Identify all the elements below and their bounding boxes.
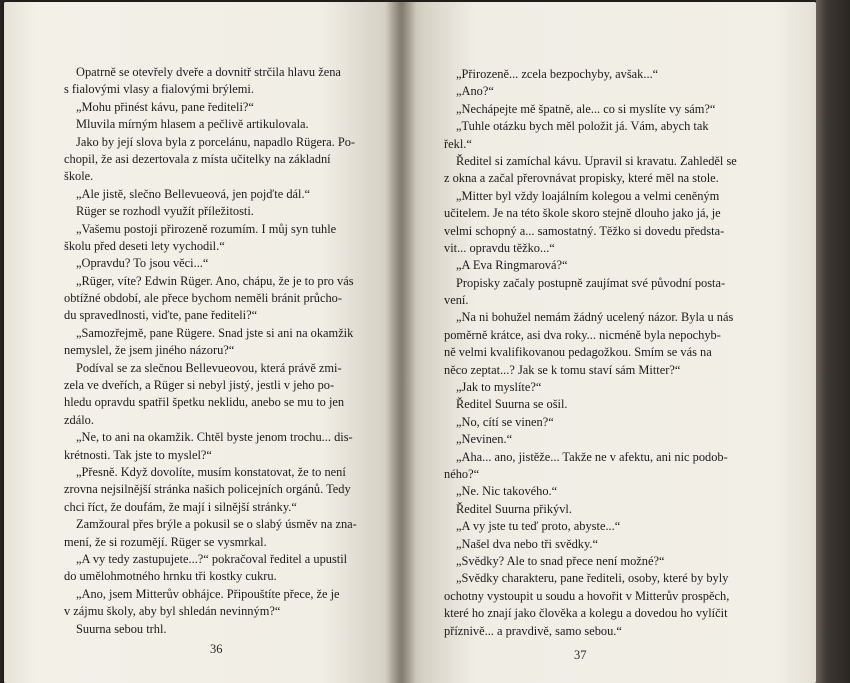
left-page-line: zdálo. bbox=[64, 412, 94, 427]
right-page-line: Ředitel Suurna přikývl. bbox=[456, 501, 572, 516]
left-page-text bbox=[64, 64, 372, 638]
page-number-left: 36 bbox=[210, 642, 223, 656]
left-page-line: zrovna nejsilnější stránka našich policejních orgánů. Tedy bbox=[64, 482, 351, 497]
left-page-line: krétnosti. Tak jste to myslel?“ bbox=[64, 447, 212, 462]
left-page-line: hledu opravdu spatřil špetku neklidu, anebo se mu to jen bbox=[64, 395, 345, 410]
book-spread bbox=[4, 2, 816, 683]
left-page-line: chopil, že asi dezertovala z místa učitelky na základní bbox=[64, 151, 331, 166]
left-page-line: „Ne, to ani na okamžik. Chtěl byste jenom trochu... dis- bbox=[76, 430, 353, 445]
right-page-line: „No, cítí se vinen?“ bbox=[456, 414, 554, 429]
right-page-line: učitelem. Je na této škole skoro stejně dlouho jako já, je bbox=[444, 206, 721, 221]
book-gutter bbox=[386, 2, 416, 683]
right-page-line: ochotny vystoupit u soudu a hovořit v Mitterův prospěch, bbox=[444, 588, 730, 603]
left-page-line: du spravedlnosti, viďte, pane řediteli?“ bbox=[64, 308, 258, 323]
left-page-line: „A vy tedy zastupujete...?“ pokračoval ředitel a upustil bbox=[76, 551, 348, 566]
left-page-line: „Samozřejmě, pane Rügere. Snad jste si ani na okamžik bbox=[76, 325, 354, 340]
right-page-line: řekl.“ bbox=[444, 136, 472, 151]
right-page-line: ného?“ bbox=[444, 466, 480, 481]
left-page-line: Podíval se za slečnou Bellevueovou, která právě zmi- bbox=[76, 360, 342, 375]
left-page-line: v zájmu školy, aby byl shledán nevinným?“ bbox=[64, 604, 281, 619]
right-page-line: „Přirozeně... zcela bezpochyby, avšak...“ bbox=[456, 67, 659, 81]
left-page-line: chci říct, že doufám, že mají i silnější stránky.“ bbox=[64, 499, 297, 514]
left-page-line: Rüger se rozhodl využít příležitosti. bbox=[76, 204, 254, 219]
left-page-line: „Přesně. Když dovolíte, musím konstatovat, že to není bbox=[76, 464, 346, 479]
right-page-line: z okna a začal přerovnávat propisky, které měl na stole. bbox=[444, 171, 719, 186]
right-page-line: „Na ni bohužel nemám žádný ucelený názor. Byla u nás bbox=[456, 310, 734, 325]
right-page-line: „Svědky charakteru, pane řediteli, osoby, které by byly bbox=[456, 571, 729, 586]
right-page-text bbox=[444, 66, 780, 640]
left-page-line: mení, že si rozumějí. Rüger se vysmrkal. bbox=[64, 534, 267, 549]
left-page-line: škole. bbox=[64, 169, 94, 184]
right-page-line: „Ano?“ bbox=[456, 84, 494, 99]
left-page-line: zela ve dveřích, a Rüger si nebyl jistý, jestli v jeho po- bbox=[64, 378, 335, 393]
right-page-line: které ho znají jako člověka a kolegu a dovedou ho vylíčit bbox=[444, 606, 728, 621]
left-page-line: s fialovými vlasy a fialovými brýlemi. bbox=[64, 82, 254, 97]
right-page-line: velmi schopný a... samostatný. Těžko si dovedu předsta- bbox=[444, 223, 725, 238]
right-page-line: „Mitter byl vždy loajálním kolegou a velmi ceněným bbox=[456, 188, 720, 203]
left-page-line: Jako by její slova byla z porcelánu, napadlo Rügera. Po- bbox=[76, 134, 356, 149]
page-edge-shadow bbox=[816, 0, 850, 683]
right-page bbox=[400, 2, 816, 683]
left-page-line: „Vašemu postoji přirozeně rozumím. I můj syn tuhle bbox=[76, 221, 337, 236]
right-page-line: „Našel dva nebo tři svědky.“ bbox=[456, 536, 598, 551]
right-page-line: „A Eva Ringmarová?“ bbox=[456, 258, 568, 273]
left-page-line: obtížné období, ale přece bychom neměli bránit průcho- bbox=[64, 291, 343, 306]
left-page-line: Suurna sebou trhl. bbox=[76, 621, 167, 636]
page-number-right: 37 bbox=[574, 648, 587, 662]
right-page-line: něco zeptat...? Jak se k tomu staví sám Mitter?“ bbox=[444, 362, 681, 377]
left-page-line: „Ano, jsem Mitterův obhájce. Připouštíte přece, že je bbox=[76, 586, 340, 601]
left-page-line: školu před deseti lety vychodil.“ bbox=[64, 238, 225, 253]
right-page-line: „Jak to myslíte?“ bbox=[456, 380, 542, 395]
left-page-line: Zamžoural přes brýle a pokusil se o slabý úsměv na zna- bbox=[76, 517, 357, 532]
right-page-line: vení. bbox=[444, 293, 469, 308]
left-page-line: Opatrně se otevřely dveře a dovnitř strčila hlavu žena bbox=[76, 65, 341, 79]
right-page-line: „Nechápejte mě špatně, ale... co si myslíte vy sám?“ bbox=[456, 101, 716, 116]
left-page-line: do umělohmotného hrnku tři kostky cukru. bbox=[64, 569, 277, 584]
left-page-line: nemyslel, že jsem jiného názoru?“ bbox=[64, 343, 235, 358]
right-page-line: ně velmi kvalifikovanou pedagožkou. Smím se vás na bbox=[444, 345, 712, 360]
right-page-line: „Nevinen.“ bbox=[456, 432, 513, 447]
right-page-line: Propisky začaly postupně zaujímat své původní posta- bbox=[456, 275, 726, 290]
left-page bbox=[4, 2, 400, 683]
right-page-line: Ředitel si zamíchal kávu. Upravil si kravatu. Zahleděl se bbox=[456, 153, 737, 168]
right-page-line: „A vy jste tu teď proto, abyste...“ bbox=[456, 519, 621, 534]
left-page-line: „Ale jistě, slečno Bellevueová, jen pojďte dál.“ bbox=[76, 186, 311, 201]
right-page-line: vit... opravdu těžko...“ bbox=[444, 240, 555, 255]
right-page-line: Ředitel Suurna se ošil. bbox=[456, 397, 568, 412]
left-page-line: Mluvila mírným hlasem a pečlivě artikulovala. bbox=[76, 117, 309, 132]
right-page-line: poměrně krátce, asi dva roky... nicméně byla nepochyb- bbox=[444, 327, 721, 342]
right-page-line: „Tuhle otázku bych měl položit já. Vám, abych tak bbox=[456, 119, 709, 134]
right-page-line: „Aha... ano, jistěže... Takže ne v afektu, ani nic podob- bbox=[456, 449, 728, 464]
right-page-line: „Ne. Nic takového.“ bbox=[456, 484, 558, 499]
left-page-line: „Mohu přinést kávu, pane řediteli?“ bbox=[76, 99, 254, 114]
left-page-line: „Rüger, víte? Edwin Rüger. Ano, chápu, že je to pro vás bbox=[76, 273, 354, 288]
right-page-line: příznivě... a pravdivě, samo sebou.“ bbox=[444, 623, 622, 638]
left-page-line: „Opravdu? To jsou věci...“ bbox=[76, 256, 209, 271]
right-page-line: „Svědky? Ale to snad přece není možné?“ bbox=[456, 553, 665, 568]
